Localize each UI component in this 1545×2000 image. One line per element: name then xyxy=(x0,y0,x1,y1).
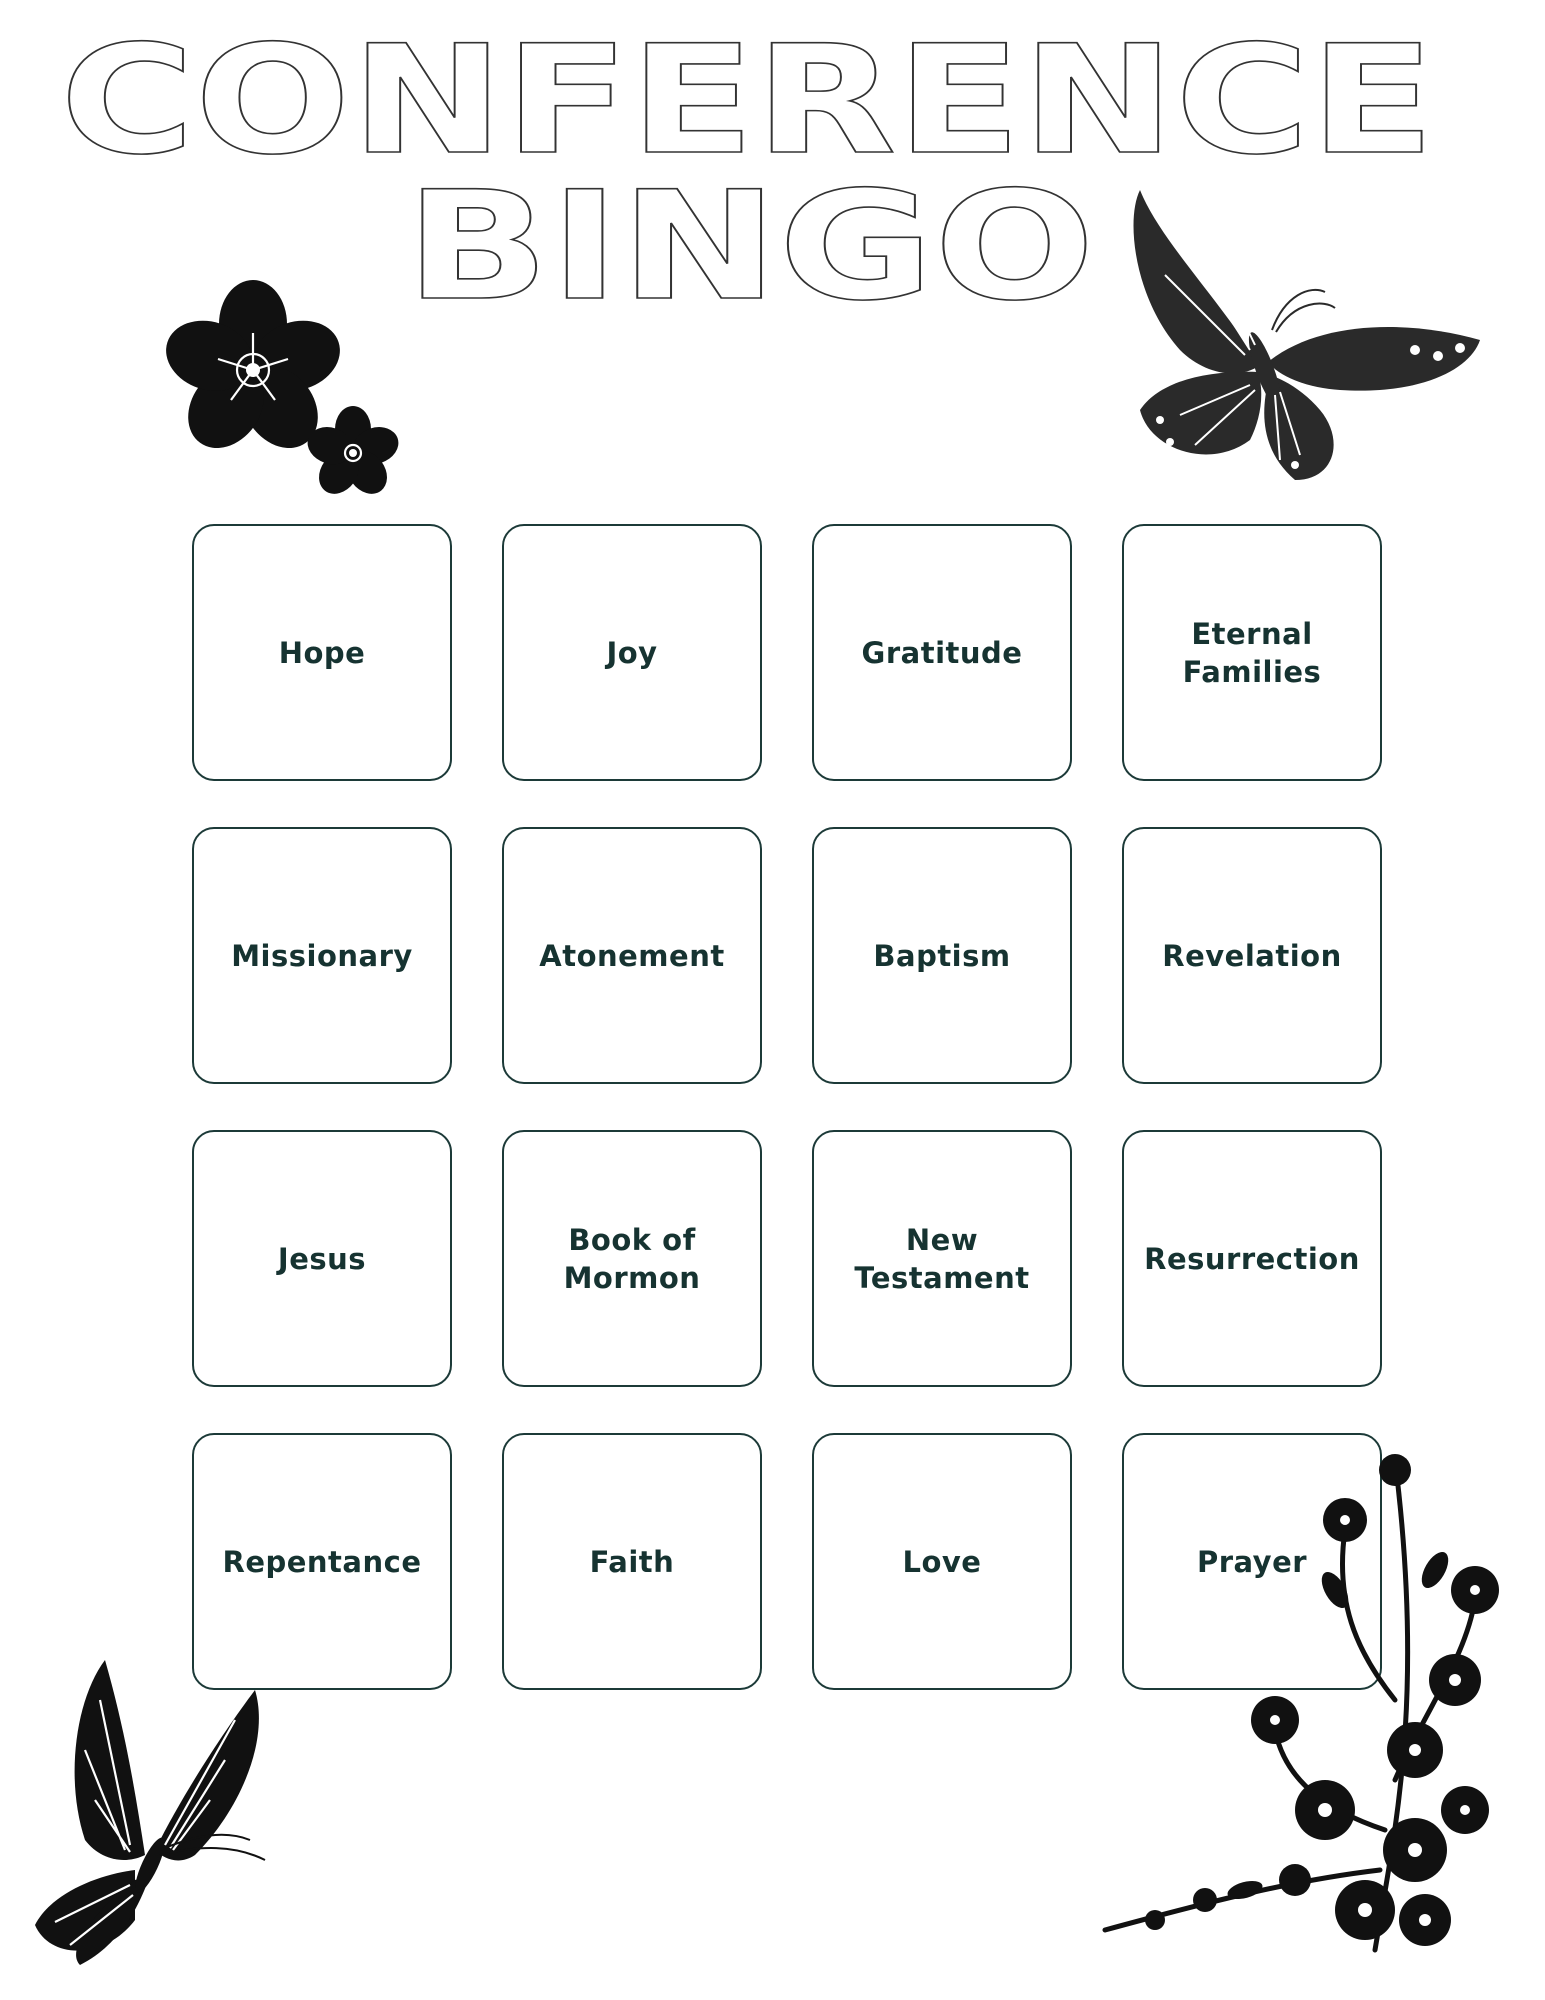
bingo-cell[interactable]: Joy xyxy=(502,524,762,781)
bingo-cell[interactable]: New Testament xyxy=(812,1130,1072,1387)
bingo-cell[interactable]: Hope xyxy=(192,524,452,781)
bingo-cell[interactable]: Prayer xyxy=(1122,1433,1382,1690)
flower-cluster-icon xyxy=(158,275,408,510)
bingo-cell[interactable]: Revelation xyxy=(1122,827,1382,1084)
floral-branch-icon xyxy=(1095,1450,1525,1960)
butterfly-icon xyxy=(1120,180,1490,495)
bingo-cell[interactable]: Book of Mormon xyxy=(502,1130,762,1387)
bingo-cell[interactable]: Faith xyxy=(502,1433,762,1690)
bingo-cell[interactable]: Love xyxy=(812,1433,1072,1690)
bingo-cell[interactable]: Jesus xyxy=(192,1130,452,1387)
title-line-conference: CONFERENCE xyxy=(60,14,1435,188)
butterfly-icon xyxy=(25,1660,285,1970)
bingo-cell[interactable]: Atonement xyxy=(502,827,762,1084)
bingo-cell[interactable]: Baptism xyxy=(812,827,1072,1084)
bingo-cell[interactable]: Resurrection xyxy=(1122,1130,1382,1387)
bingo-cell[interactable]: Eternal Families xyxy=(1122,524,1382,781)
bingo-cell[interactable]: Repentance xyxy=(192,1433,452,1690)
bingo-cell[interactable]: Missionary xyxy=(192,827,452,1084)
title-line-bingo: BINGO xyxy=(405,160,1095,320)
bingo-cell[interactable]: Gratitude xyxy=(812,524,1072,781)
